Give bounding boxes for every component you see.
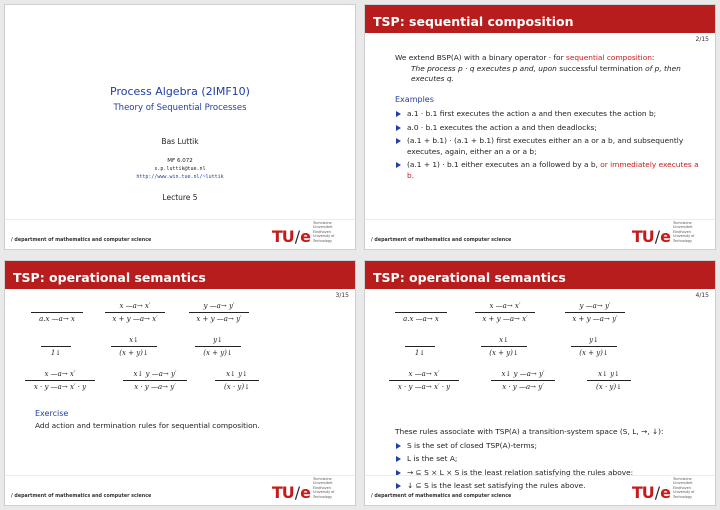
department: / department of mathematics and computer science	[371, 238, 512, 243]
rule-one-term	[41, 335, 71, 358]
page-number: 2/15	[695, 36, 709, 43]
list-item	[395, 123, 707, 134]
logo-mark: TU/e	[631, 227, 670, 246]
example-text: a.1 · b.1 first executes the action a and then executes the action b;	[407, 109, 657, 118]
bullet-icon	[396, 138, 401, 144]
slide-header	[365, 5, 715, 33]
university-name: Technische Universiteit Eindhoven University of Technology	[673, 476, 695, 499]
list-item	[395, 160, 707, 181]
email: s.p.luttik@tue.nl	[154, 166, 206, 172]
rule-bar	[111, 346, 157, 347]
slide-operational-semantics-tss	[364, 260, 716, 506]
slide-footer	[5, 219, 355, 249]
slide-operational-semantics	[4, 260, 356, 506]
rule-action-prefix	[31, 301, 83, 324]
rule-choice-right	[565, 301, 625, 324]
example-text: (a.1 + 1) · b.1 either executes an a followed by a b,	[407, 160, 601, 169]
rule-premise: x —a→ x′	[119, 302, 151, 310]
rule-conclusion: (x + y)↓	[489, 349, 519, 357]
rule-bar	[105, 312, 165, 313]
bullet-icon	[396, 125, 401, 131]
rule-conclusion: (x + y)↓	[579, 349, 609, 357]
list-item	[395, 136, 707, 157]
university-name: Technische Universiteit Eindhoven University of Technology	[313, 220, 335, 243]
tue-logo	[632, 477, 707, 501]
rule-bar	[481, 346, 527, 347]
university-name: Technische Universiteit Eindhoven University of Technology	[313, 476, 335, 499]
rule-premise: x↓ y↓	[226, 370, 248, 378]
rule-premise: x↓ y↓	[598, 370, 620, 378]
rule-bar	[571, 346, 617, 347]
rule-premise: y↓	[589, 336, 599, 344]
tue-logo	[272, 477, 347, 501]
examples-heading: Examples	[395, 94, 434, 104]
rule-conclusion: a.x —a→ x	[403, 315, 439, 323]
rule-premise	[41, 335, 71, 345]
rule-choice-term-right	[571, 335, 617, 358]
rule-bar	[123, 380, 187, 381]
rule-bar	[25, 380, 95, 381]
rule-seq-term	[587, 369, 631, 392]
rule-action-prefix	[395, 301, 447, 324]
rule-choice-term-left	[481, 335, 527, 358]
item-text: L is the set A;	[407, 454, 458, 463]
logo-mark: TU/e	[271, 227, 310, 246]
rule-conclusion: x · y —a→ y′	[502, 383, 544, 391]
rule-premise: x↓ y —a→ y′	[501, 370, 545, 378]
rule-premise	[405, 335, 435, 345]
rule-bar	[491, 380, 555, 381]
slide-header	[365, 261, 715, 289]
rule-conclusion: x + y —a→ y′	[196, 315, 242, 323]
rule-seq-term-step	[123, 369, 187, 392]
rule-conclusion: x · y —a→ y′	[134, 383, 176, 391]
rule-premise: x↓	[499, 336, 509, 344]
rule-premise: x —a→ x′	[44, 370, 76, 378]
rule-premise: y —a→ y′	[203, 302, 235, 310]
rule-seq-term-step	[491, 369, 555, 392]
rule-conclusion: a.x —a→ x	[39, 315, 75, 323]
rule-bar	[41, 346, 71, 347]
tue-logo	[272, 221, 347, 245]
example-highlight: or immediately executes a b.	[407, 160, 699, 180]
rule-premise	[395, 301, 447, 311]
bullet-icon	[396, 111, 401, 117]
rule-conclusion: x · y —a→ x′ · y	[33, 383, 87, 391]
slide-heading: TSP: sequential composition	[373, 14, 574, 29]
item-text: → ⊆ S × L × S is the least relation satisfying the rules above;	[407, 467, 634, 477]
bullet-icon	[396, 162, 401, 168]
page-number: 4/15	[695, 292, 709, 299]
slide-body	[395, 53, 707, 184]
rule-conclusion: (x · y)↓	[596, 383, 622, 391]
rule-bar	[405, 346, 435, 347]
course-title: Process Algebra (2IMF10)	[110, 85, 250, 98]
rule-conclusion: x + y —a→ x′	[482, 315, 528, 323]
rule-conclusion: (x · y)↓	[224, 383, 250, 391]
rule-bar	[565, 312, 625, 313]
rule-premise: y↓	[213, 336, 223, 344]
rule-choice-right	[189, 301, 249, 324]
rule-bar	[587, 380, 631, 381]
rule-bar	[389, 380, 459, 381]
rule-choice-term-right	[195, 335, 241, 358]
rule-choice-left	[105, 301, 165, 324]
intro-highlight: sequential composition	[565, 53, 652, 62]
intro: These rules associate with TSP(A) a transition-system space (S, L, →, ↓):	[395, 427, 664, 436]
exercise-text: Add action and termination rules for sequential composition.	[35, 421, 260, 430]
logo-mark: TU/e	[631, 483, 670, 502]
rule-conclusion: x + y —a→ y′	[572, 315, 618, 323]
rule-bar	[189, 312, 249, 313]
rule-seq-step	[25, 369, 95, 392]
page-number: 3/15	[335, 292, 349, 299]
rule-bar	[195, 346, 241, 347]
list-item	[395, 109, 707, 120]
bullet-icon	[396, 443, 401, 449]
rule-conclusion: x · y —a→ x′ · y	[397, 383, 451, 391]
department: / department of mathematics and computer science	[11, 238, 152, 243]
slide-heading: TSP: operational semantics	[13, 270, 206, 285]
definition-text: The process p · q executes p and, upon	[411, 63, 560, 73]
rule-bar	[475, 312, 535, 313]
slide-footer	[365, 219, 715, 249]
slide-heading: TSP: operational semantics	[373, 270, 566, 285]
rule-premise: x —a→ x′	[408, 370, 440, 378]
examples-list	[395, 109, 707, 181]
list-item	[395, 454, 711, 465]
list-item	[395, 441, 711, 452]
example-text: (a.1 + b.1) · (a.1 + b.1) first executes either an a or a b, and subsequently executes, again, either an a or a b;	[407, 136, 684, 156]
department: / department of mathematics and computer science	[11, 494, 152, 499]
definition	[411, 64, 707, 85]
rule-seq-term	[215, 369, 259, 392]
department: / department of mathematics and computer science	[371, 494, 512, 499]
rule-conclusion: (x + y)↓	[203, 349, 233, 357]
exercise-heading: Exercise	[35, 409, 69, 418]
author: Bas Luttik	[161, 137, 199, 146]
rule-conclusion: x + y —a→ x′	[112, 315, 158, 323]
example-text: a.0 · b.1 executes the action a and then deadlocks;	[407, 122, 597, 132]
rule-bar	[215, 380, 259, 381]
rule-premise: x —a→ x′	[489, 302, 521, 310]
slide-footer	[5, 475, 355, 505]
slide-header	[5, 261, 355, 289]
intro-end: :	[651, 53, 655, 62]
rule-premise: x↓	[129, 336, 139, 344]
room: MF 6.072	[167, 158, 193, 164]
lecture-number: Lecture 5	[162, 193, 198, 202]
rule-choice-left	[475, 301, 535, 324]
definition-emphasis: successful termination	[559, 63, 643, 73]
rule-bar	[395, 312, 447, 313]
rule-bar	[31, 312, 83, 313]
homepage-link[interactable]: http://www.win.tue.nl/~luttik	[136, 174, 224, 180]
rule-conclusion: 1↓	[414, 349, 426, 357]
university-name: Technische Universiteit Eindhoven University of Technology	[673, 220, 695, 243]
rule-seq-step	[389, 369, 459, 392]
slide-sequential-composition	[364, 4, 716, 250]
tue-logo	[632, 221, 707, 245]
slide-title	[4, 4, 356, 250]
rule-premise: y —a→ y′	[579, 302, 611, 310]
intro-text: We extend BSP(A) with a binary operator · for	[395, 53, 566, 62]
item-text: S is the set of closed TSP(A)-terms;	[407, 440, 538, 450]
rule-choice-term-left	[111, 335, 157, 358]
rule-premise	[31, 301, 83, 311]
rule-conclusion: 1↓	[50, 349, 62, 357]
rule-one-term	[405, 335, 435, 358]
rule-conclusion: (x + y)↓	[119, 349, 149, 357]
logo-mark: TU/e	[271, 483, 310, 502]
bullet-icon	[396, 456, 401, 462]
item-text: ↓ ⊆ S is the least set satisfying the rules above.	[407, 481, 586, 490]
definition-end: of p, then executes q.	[411, 63, 681, 83]
intro	[395, 53, 707, 64]
slide-footer	[365, 475, 715, 505]
rule-premise: x↓ y —a→ y′	[133, 370, 177, 378]
course-subtitle: Theory of Sequential Processes	[113, 103, 247, 113]
